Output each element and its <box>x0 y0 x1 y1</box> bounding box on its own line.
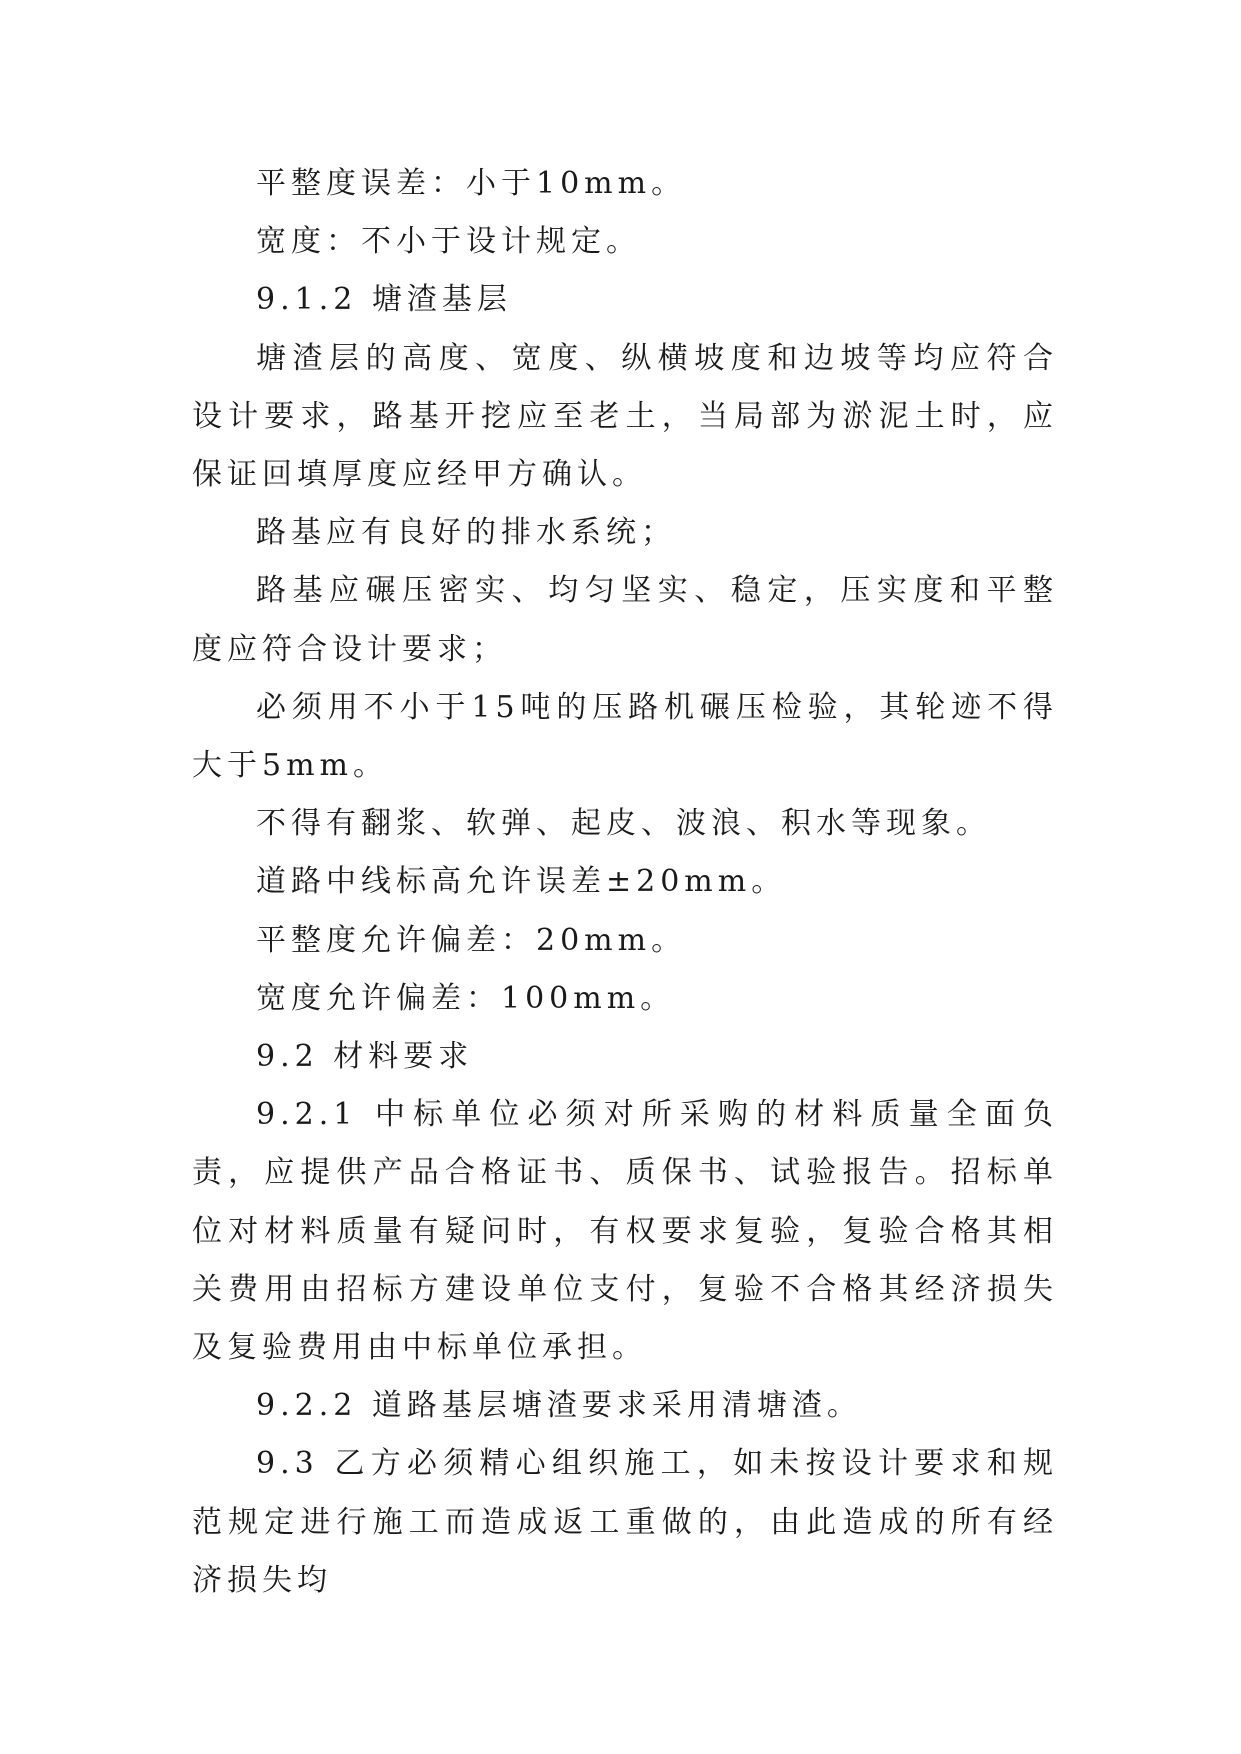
section-heading: 9.1.2 塘渣基层 <box>256 282 512 318</box>
paragraph: 不得有翻浆、软弹、起皮、波浪、积水等现象。 <box>256 806 991 842</box>
paragraph: 宽度允许偏差：100mm。 <box>256 980 676 1016</box>
section-heading: 9.2 材料要求 <box>256 1039 474 1075</box>
paragraph: 平整度允许偏差：20mm。 <box>256 922 687 958</box>
paragraph: 路基应有良好的排水系统； <box>256 515 676 551</box>
paragraph: 平整度误差：小于10mm。 <box>256 166 687 201</box>
paragraph: 9.2.1 中标单位必须对所采购的材料质量全面负责，应提供产品合格证书、质保书、试验报告。招标单位对材料质量有疑问时，有权要求复验，复验合格其相关费用由招标方建设单位支付，复验不合格其经济损失及复验费用由中标单位承担。 <box>192 1097 1058 1366</box>
paragraph: 9.2.2 道路基层塘渣要求采用清塘渣。 <box>256 1388 862 1424</box>
paragraph: 必须用不小于15吨的压路机碾压检验，其轮迹不得大于5mm。 <box>192 689 1058 784</box>
paragraph: 塘渣层的高度、宽度、纵横坡度和边坡等均应符合设计要求，路基开挖应至老土，当局部为淤泥土时，应保证回填厚度应经甲方确认。 <box>192 340 1058 493</box>
paragraph: 路基应碾压密实、均匀坚实、稳定，压实度和平整度应符合设计要求； <box>192 573 1058 667</box>
paragraph: 道路中线标高允许误差±20mm。 <box>256 864 787 900</box>
paragraph: 宽度：不小于设计规定。 <box>256 224 641 260</box>
paragraph: 9.3 乙方必须精心组织施工，如未按设计要求和规范规定进行施工而造成返工重做的，由此造成的所有经济损失均 <box>192 1446 1058 1598</box>
document-body <box>192 155 1058 1610</box>
